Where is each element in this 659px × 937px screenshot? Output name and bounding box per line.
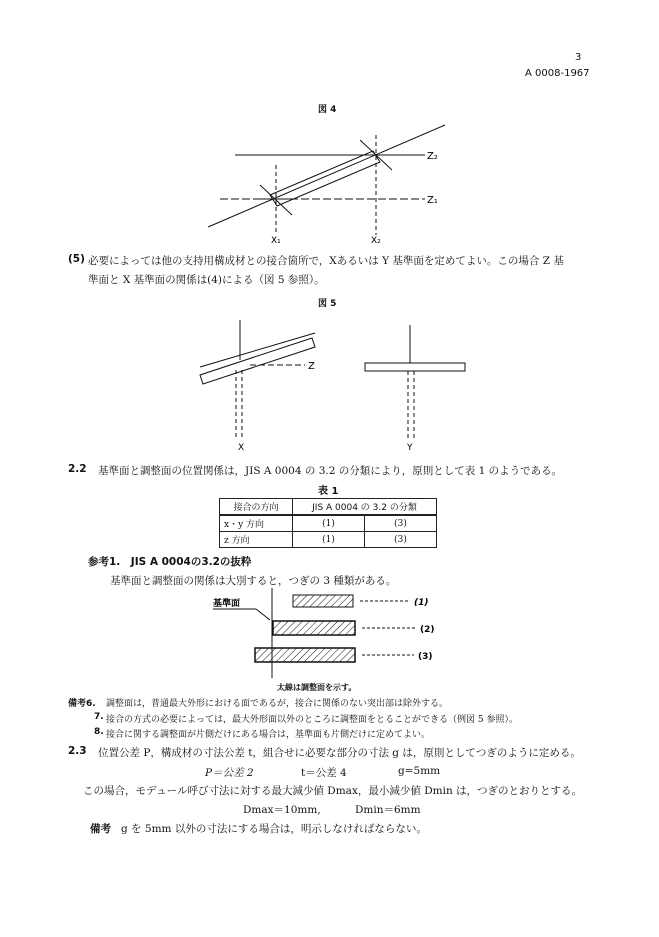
ref1-diagram: [210, 586, 450, 691]
formula-p: P＝公差 2: [205, 767, 254, 779]
sec23-text2: この場合，モデュール呼び寸法に対する最大減少値 Dmax，最小減少値 Dmin は，つぎのとおりとする。: [83, 785, 583, 797]
item5-line2: 準面と X 基準面の関係は(4)による（図 5 参照）。: [88, 274, 325, 286]
fig5-label-z: Z: [308, 361, 315, 372]
adjust-plane-3: [255, 648, 355, 662]
sec22-number: 2.2: [68, 463, 87, 475]
note6-number: 備考6.: [68, 699, 96, 709]
item5-number: (5): [68, 253, 85, 265]
fig5-diagram: [190, 315, 470, 455]
ref1-label-2: (2): [420, 625, 435, 635]
fig5-label-x: X: [238, 443, 245, 453]
table1: [219, 498, 437, 548]
fig4-label-x2: X₂: [371, 236, 381, 245]
note7-text: 接合の方式の必要によっては，最大外形面以外のところに調整面をとることができる（例図 5 参照）。: [106, 715, 518, 725]
ref1-label-1: (1): [414, 598, 429, 608]
table1-cell-a: (1): [293, 532, 365, 548]
note7-number: 7.: [94, 712, 104, 722]
formula-dmax: Dmax＝10mm,: [243, 804, 321, 816]
item5-line1: 必要によっては他の支持用構成材との接合箇所で，Xあるいは Y 基準面を定めてよい。この場合 Z 基: [88, 255, 564, 267]
sec23-number: 2.3: [68, 745, 87, 757]
remark-text: g を 5mm 以外の寸法にする場合は，明示しなければならない。: [121, 823, 427, 835]
table1-cell-direction: z 方向: [220, 532, 293, 548]
table1-header-row: [220, 499, 437, 516]
ref1-title: 参考1. JIS A 0004の3.2の抜粋: [88, 556, 252, 568]
fig4-caption: 図 4: [318, 105, 337, 115]
formula-dmin: Dmin＝6mm: [355, 804, 421, 816]
ref1-label-3: (3): [418, 652, 433, 662]
ref1-fig-caption: 太線は調整面を示す。: [277, 683, 357, 692]
adjust-plane-1: [293, 595, 353, 607]
remark-label: 備考: [90, 823, 111, 835]
sec22-text: 基準面と調整面の位置関係は，JIS A 0004 の 3.2 の分類により，原則として表 1 のようである。: [98, 465, 563, 477]
standard-code: A 0008-1967: [525, 68, 590, 79]
fig4-label-z2: Z₂: [427, 151, 438, 162]
fig4-diagram: [200, 115, 460, 245]
table-row: [220, 532, 437, 548]
table1-cell-b: (3): [364, 532, 436, 548]
formula-g: g=5mm: [398, 765, 441, 777]
table-row: [220, 515, 437, 532]
fig5-label-y: Y: [407, 443, 413, 453]
fig5-caption: 図 5: [318, 299, 337, 309]
table1-cell-direction: x・y 方向: [220, 515, 293, 532]
fig4-label-x1: X₁: [271, 236, 281, 245]
table1-header-class: JIS A 0004 の 3.2 の分類: [293, 499, 437, 516]
adjust-plane-2: [273, 621, 355, 635]
sec23-text: 位置公差 P，構成材の寸法公差 t，組合せに必要な部分の寸法 g は，原則としてつぎのように定める。: [98, 747, 581, 759]
formula-t: t＝公差 4: [301, 767, 347, 779]
page-number: 3: [575, 52, 582, 63]
ref1-text: 基準面と調整面の関係は大別すると，つぎの 3 種類がある。: [110, 575, 397, 587]
fig4-label-z1: Z₁: [427, 195, 438, 206]
table1-caption: 表 1: [318, 486, 339, 497]
base-plane-label: 基準面: [213, 599, 241, 609]
note6-text: 調整面は，普通最大外形における面であるが，接合に関係のない突出部は除外する。: [106, 699, 449, 709]
table1-header-direction: 接合の方向: [220, 499, 293, 516]
table1-cell-a: (1): [293, 515, 365, 532]
table1-cell-b: (3): [364, 515, 436, 532]
note8-text: 接合に関する調整面が片側だけにある場合は，基準面も片側だけに定めてよい。: [106, 730, 431, 740]
note8-number: 8.: [94, 727, 104, 737]
